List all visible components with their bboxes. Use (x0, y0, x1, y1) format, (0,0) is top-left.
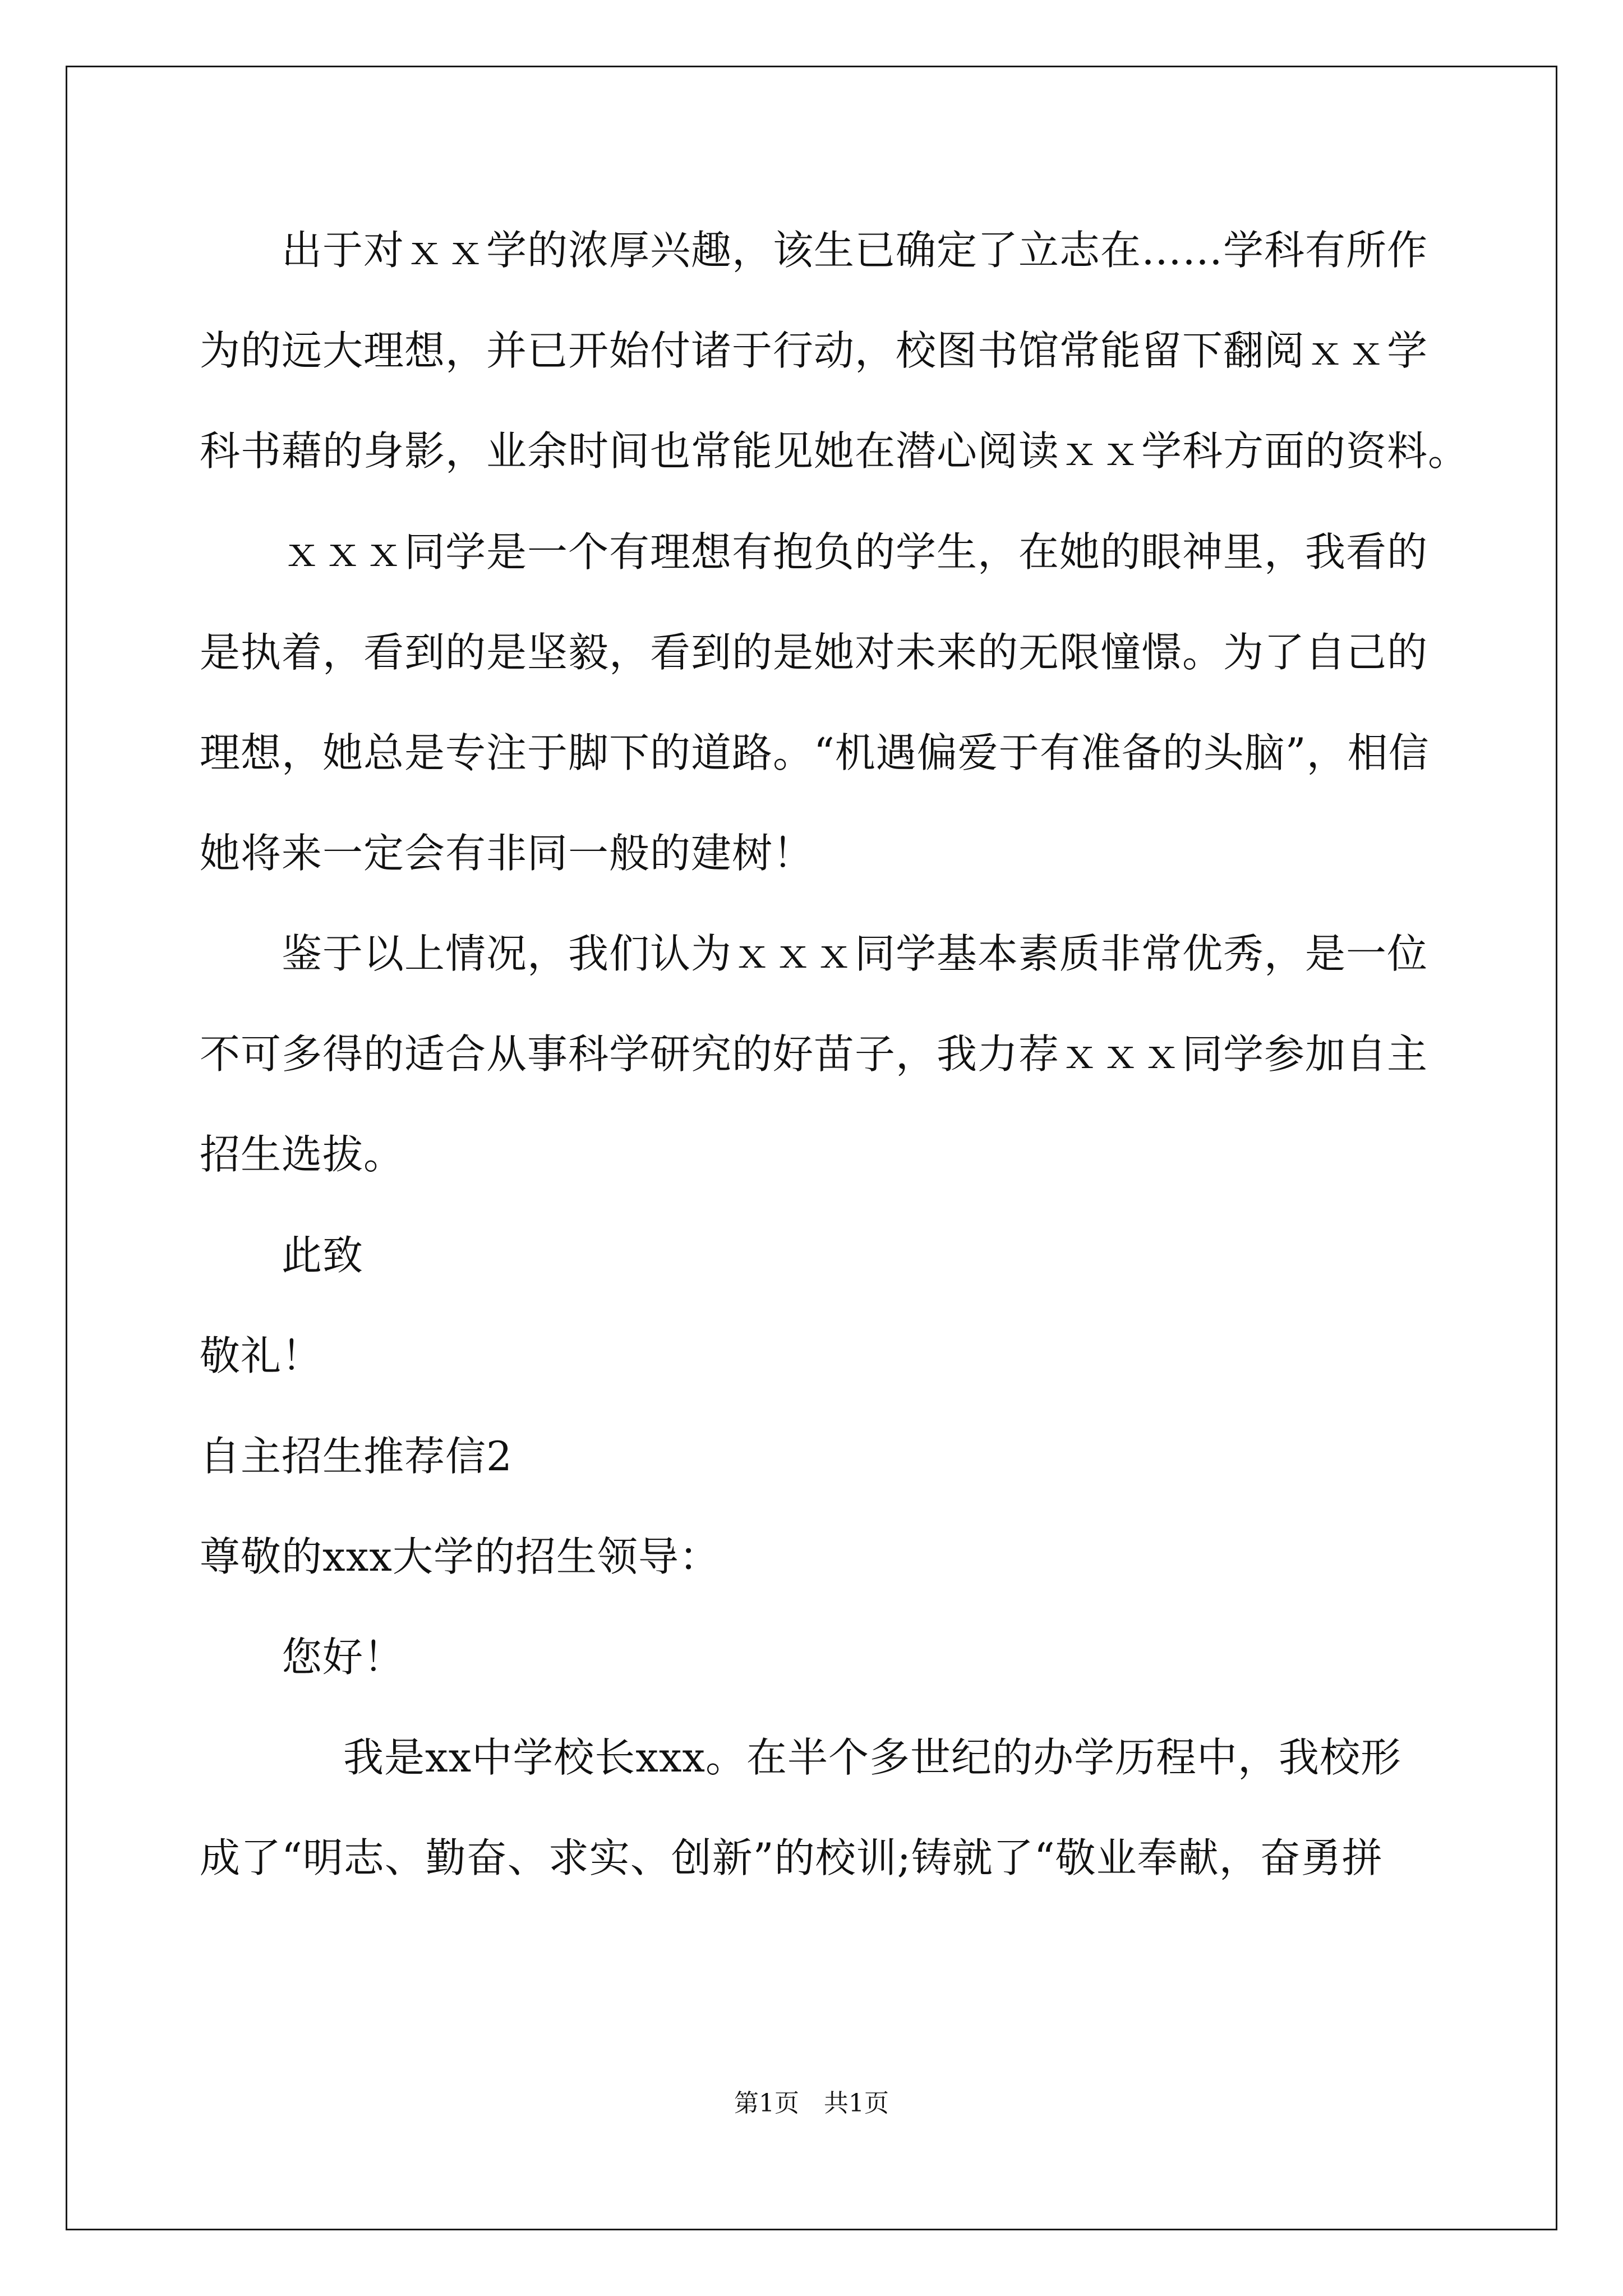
paragraph-2-line-3: 理想，她总是专注于脚下的道路。“机遇偏爱于有准备的头脑”，相信 (200, 729, 1430, 776)
paragraph-4-line-2: 成了“明志、勤奋、求实、创新”的校训;铸就了“敬业奉献，奋勇拼 (200, 1834, 1383, 1881)
closing-jingli: 敬礼！ (200, 1332, 323, 1379)
paragraph-2-line-4: 她将来一定会有非同一般的建树！ (200, 830, 814, 877)
paragraph-3-line-3: 招生选拔。 (200, 1131, 405, 1178)
paragraph-4-line-1: 我是xx中学校长xxx。在半个多世纪的办学历程中，我校形 (343, 1734, 1402, 1781)
paragraph-2-line-1: ｘｘｘ同学是一个有理想有抱负的学生，在她的眼神里，我看的 (282, 528, 1428, 576)
paragraph-1-line-2: 为的远大理想，并已开始付诸于行动，校图书馆常能留下翻阅ｘｘ学 (200, 327, 1428, 374)
section-heading: 自主招生推荐信2 (200, 1433, 513, 1480)
salutation: 尊敬的xxx大学的招生领导： (200, 1533, 720, 1580)
greeting: 您好！ (282, 1634, 405, 1681)
paragraph-1-line-3: 科书藉的身影，业余时间也常能见她在潜心阅读ｘｘ学科方面的资料。 (200, 427, 1469, 475)
closing-cizhi: 此致 (282, 1232, 364, 1279)
paragraph-3-line-1: 鉴于以上情况，我们认为ｘｘｘ同学基本素质非常优秀，是一位 (282, 930, 1428, 977)
page-number-footer: 第1页 共1页 (734, 2089, 889, 2118)
paragraph-3-line-2: 不可多得的适合从事科学研究的好苗子，我力荐ｘｘｘ同学参加自主 (200, 1030, 1428, 1078)
paragraph-2-line-2: 是执着，看到的是坚毅，看到的是她对未来的无限憧憬。为了自己的 (200, 629, 1428, 676)
paragraph-1-line-1: 出于对ｘｘ学的浓厚兴趣，该生已确定了立志在……学科有所作 (282, 227, 1428, 274)
